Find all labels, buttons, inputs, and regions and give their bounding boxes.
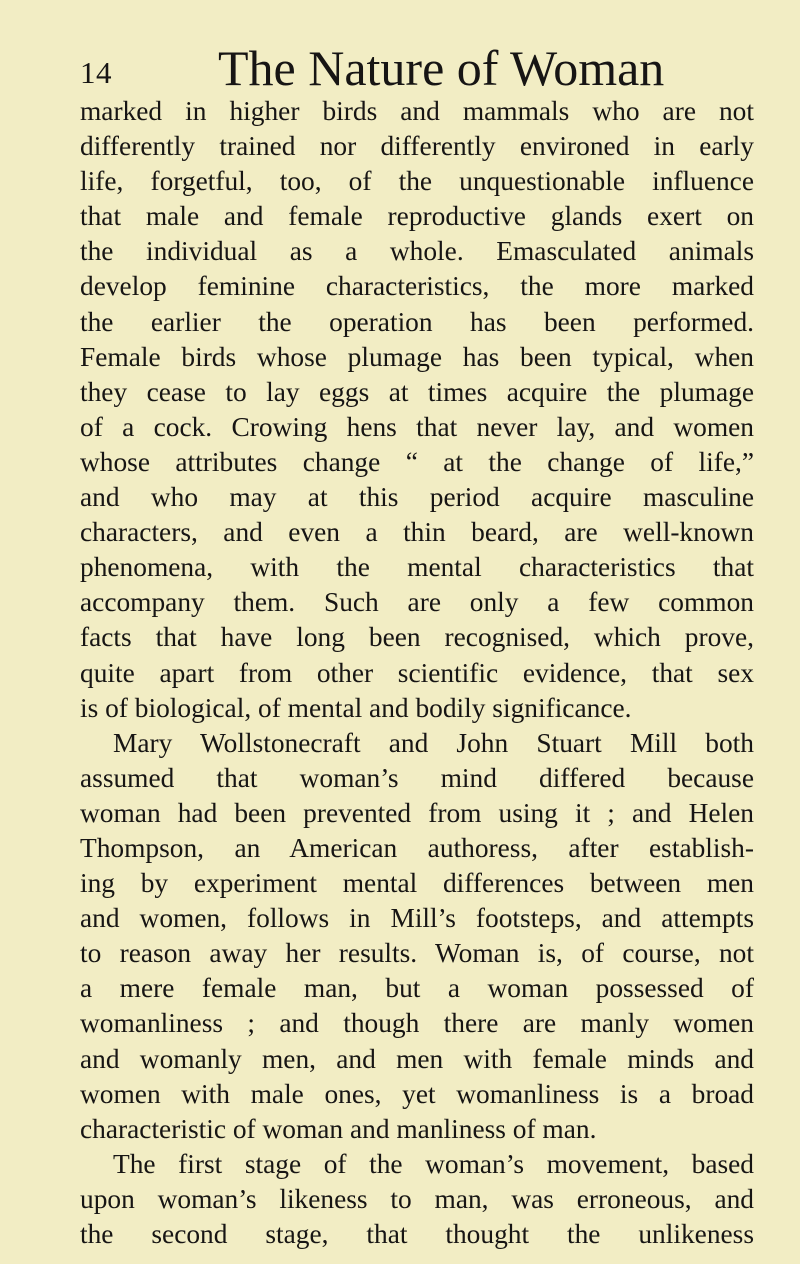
text-line: to reason away her results. Woman is, of course, not bbox=[80, 938, 754, 969]
text-line: womanliness ; and though there are manly women bbox=[80, 1008, 754, 1039]
page-number: 14 bbox=[80, 55, 112, 90]
text-line: upon woman’s likeness to man, was erroneous, and bbox=[80, 1183, 754, 1214]
text-line: a mere female man, but a woman possessed of bbox=[80, 973, 754, 1004]
text-line: the individual as a whole. Emasculated animals bbox=[80, 236, 754, 267]
text-line: woman had been prevented from using it ; and Helen bbox=[80, 797, 754, 828]
text-line: women with male ones, yet womanliness is a broad bbox=[80, 1078, 754, 1109]
text-line: life, forgetful, too, of the unquestionable influence bbox=[80, 166, 754, 197]
text-line: facts that have long been recognised, which prove, bbox=[80, 622, 754, 653]
text-line: characteristic of woman and manliness of man. bbox=[80, 1113, 597, 1144]
text-line: marked in higher birds and mammals who are not bbox=[80, 96, 754, 126]
paragraph-start-line: The first stage of the woman’s movement, based bbox=[113, 1148, 754, 1179]
body-text bbox=[80, 94, 754, 1252]
running-head bbox=[0, 38, 800, 98]
text-line: is of biological, of mental and bodily significance. bbox=[80, 692, 632, 723]
text-line: the earlier the operation has been performed. bbox=[80, 306, 754, 337]
text-line: Female birds whose plumage has been typical, when bbox=[80, 341, 754, 372]
running-title: The Nature of Woman bbox=[218, 40, 665, 96]
text-line: that male and female reproductive glands exert on bbox=[80, 201, 754, 232]
text-line: assumed that woman’s mind differed because bbox=[80, 762, 754, 793]
text-line: develop feminine characteristics, the more marked bbox=[80, 271, 754, 302]
text-line: of a cock. Crowing hens that never lay, and women bbox=[80, 411, 754, 442]
text-line: Thompson, an American authoress, after establish- bbox=[80, 832, 754, 863]
text-line: and womanly men, and men with female minds and bbox=[80, 1043, 754, 1074]
text-line: differently trained nor differently environed in early bbox=[80, 131, 754, 162]
text-line: they cease to lay eggs at times acquire the plumage bbox=[80, 376, 754, 407]
text-line: accompany them. Such are only a few common bbox=[80, 587, 754, 618]
text-line: whose attributes change “ at the change of life,” bbox=[80, 446, 754, 477]
text-line: and who may at this period acquire masculine bbox=[80, 482, 754, 513]
text-line: characters, and even a thin beard, are well-known bbox=[80, 517, 754, 548]
text-line: quite apart from other scientific evidence, that sex bbox=[80, 657, 754, 688]
text-line: and women, follows in Mill’s footsteps, and attempts bbox=[80, 903, 754, 934]
text-line: ing by experiment mental differences between men bbox=[80, 868, 754, 899]
text-line: phenomena, with the mental characteristics that bbox=[80, 552, 754, 583]
text-line: the second stage, that thought the unlikeness bbox=[80, 1219, 754, 1249]
paragraph-start-line: Mary Wollstonecraft and John Stuart Mill both bbox=[113, 727, 754, 758]
